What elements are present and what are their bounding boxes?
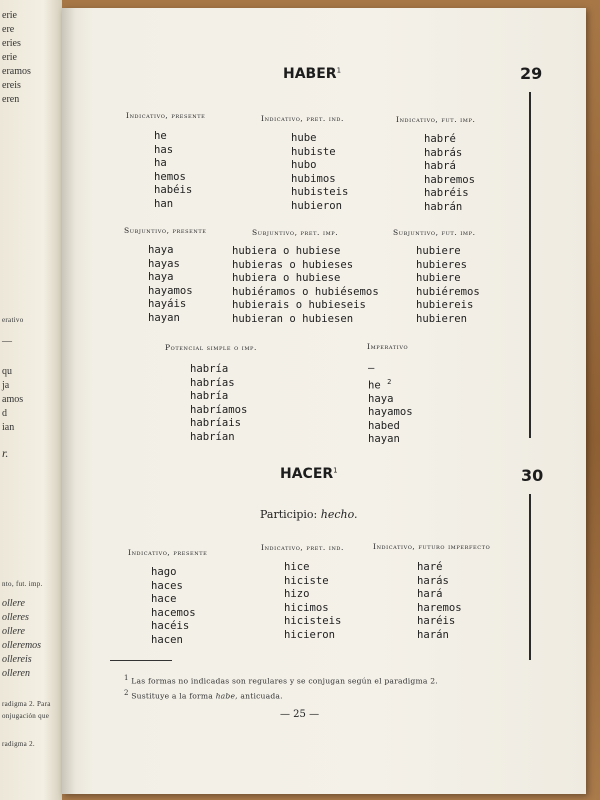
verb-form: hayan <box>368 433 400 446</box>
verb-form: habréis <box>424 187 469 199</box>
footnote-italic-word: habe, <box>215 691 238 701</box>
facing-page-fragment: olleres <box>2 612 29 623</box>
verb-form: hará <box>417 588 443 600</box>
section-header: imperativo <box>367 342 409 351</box>
facing-page-fragment: erie <box>2 52 17 63</box>
facing-page-fragment: d <box>2 408 7 419</box>
verb-form: hubiere <box>416 245 461 257</box>
verb-form <box>368 376 413 393</box>
facing-page-fragment: ere <box>2 24 15 35</box>
paradigm-number-30: 30 <box>521 466 544 485</box>
footnote-ref: 2 <box>387 377 392 386</box>
verb-title-hacer <box>280 466 338 482</box>
facing-page-fragment: radigma 2. Para <box>2 700 51 708</box>
page-number: — 25 — <box>280 709 320 720</box>
verb-form: hicimos <box>284 601 329 614</box>
verb-form: habrías <box>190 376 235 389</box>
conjugation-column-ind-fut <box>424 133 475 214</box>
section-header: Indicativo, presente <box>128 548 208 557</box>
section-header: Potencial simple o imp. <box>165 343 257 352</box>
verb-form: hicisteis <box>284 615 342 627</box>
footnote-mark: 2 <box>124 689 129 697</box>
verb-form: hacéis <box>151 620 190 632</box>
facing-page-fragment: — <box>2 336 12 347</box>
verb-form: hubiste <box>291 145 336 158</box>
verb-form: hubiere <box>416 272 461 284</box>
footnote-2 <box>124 689 283 701</box>
participle-label: Participio: <box>260 508 318 521</box>
verb-title-text: HACER <box>280 466 334 482</box>
verb-form: has <box>154 143 174 156</box>
verb-form: hiciste <box>284 574 329 587</box>
verb-form: hubo <box>291 159 317 171</box>
verb-form: habré <box>424 133 456 145</box>
verb-form: hayas <box>148 257 180 270</box>
footnote-text: Las formas no indicadas son regulares y se conjugan según el paradigma 2. <box>131 676 438 686</box>
conjugation-column-subj-pret <box>232 245 379 326</box>
verb-form: han <box>154 197 174 210</box>
verb-form: habremos <box>424 173 476 186</box>
conjugation-column-ind-fut <box>417 561 462 642</box>
verb-form: haréis <box>417 615 456 627</box>
verb-form: habríais <box>190 417 242 429</box>
verb-form: habrá <box>424 160 456 172</box>
verb-form: hubiéramos o hubiésemos <box>232 285 379 298</box>
verb-form: habéis <box>154 184 193 196</box>
verb-form: hacen <box>151 633 183 646</box>
verb-form: hayamos <box>148 284 193 297</box>
verb-form: ha <box>154 157 167 169</box>
facing-page-fragment: ollere <box>2 626 25 637</box>
facing-page-fragment: ollereis <box>2 654 32 665</box>
verb-form: hubieren <box>416 312 468 325</box>
verb-form: hice <box>284 561 310 573</box>
footnote-text: anticuada. <box>240 691 283 701</box>
conjugation-column-ind-pres <box>151 566 196 647</box>
facing-page-fragment: ja <box>2 380 10 391</box>
footnote-1 <box>124 674 438 686</box>
conjugation-column-ind-pres <box>154 130 192 211</box>
verb-form: hayan <box>148 311 180 324</box>
verb-form: habed <box>368 419 400 432</box>
margin-rule <box>529 494 531 660</box>
verb-form: he <box>154 130 167 142</box>
verb-form: hubiera o hubiese <box>232 245 341 257</box>
verb-form: hayáis <box>148 298 187 310</box>
verb-form: hemos <box>154 170 186 183</box>
facing-page-fragment: ollere <box>2 598 25 609</box>
participle-line <box>260 508 358 521</box>
verb-form: haya <box>148 244 174 256</box>
verb-form: harás <box>417 574 449 587</box>
verb-form: hayamos <box>368 406 413 419</box>
verb-form: harán <box>417 628 449 641</box>
verb-title-text: HABER <box>283 66 337 82</box>
conjugation-column-ind-pret <box>291 132 348 213</box>
verb-form: hube <box>291 132 317 144</box>
verb-form: hizo <box>284 588 310 600</box>
verb-form: hubiera o hubiese <box>232 272 341 284</box>
verb-form: hubiéremos <box>416 285 480 298</box>
footnote-mark: 1 <box>124 674 129 682</box>
footnote-ref: 1 <box>333 466 338 475</box>
verb-form: hubieres <box>416 258 468 271</box>
verb-form: haya <box>148 271 174 283</box>
verb-form-text: he <box>368 379 381 392</box>
conjugation-column-subj-fut <box>416 245 480 326</box>
verb-form: habría <box>190 390 229 402</box>
section-header: indicativo, pret. ind. <box>261 114 345 123</box>
verb-form: hubieras o hubieses <box>232 258 354 271</box>
verb-title-haber <box>283 66 341 82</box>
footnote-rule <box>110 660 172 661</box>
facing-page-fragment: amos <box>2 394 24 405</box>
facing-page-fragment: radigma 2. <box>2 740 35 748</box>
facing-page-fragment: eramos <box>2 66 31 77</box>
section-header: indicativo, fut. imp. <box>396 115 476 124</box>
verb-form: — <box>368 362 375 374</box>
paradigm-number-29: 29 <box>520 64 543 83</box>
verb-form: hacemos <box>151 606 196 619</box>
verb-form: haya <box>368 392 394 405</box>
verb-form: hubieron <box>291 199 343 212</box>
facing-page-fragment: olleremos <box>2 640 42 651</box>
facing-page-fragment: erie <box>2 10 17 21</box>
verb-form: hubisteis <box>291 186 349 198</box>
verb-form: habríamos <box>190 403 248 416</box>
facing-page-fragment: ereis <box>2 80 21 91</box>
section-header: subjuntivo, fut. imp. <box>393 228 476 237</box>
footnote-ref: 1 <box>336 66 342 75</box>
footnote-text: Sustituye a la forma <box>131 691 213 701</box>
section-header: Subjuntivo, presente <box>124 226 207 235</box>
facing-page-fragment: r. <box>2 446 9 460</box>
verb-form: hubieran o hubiesen <box>232 312 354 325</box>
facing-page-fragment: onjugación que <box>2 712 50 720</box>
verb-form: hubierais o hubieseis <box>232 299 366 311</box>
verb-form: hicieron <box>284 628 336 641</box>
verb-form: hubimos <box>291 172 336 185</box>
conjugation-column-potencial <box>190 363 247 444</box>
verb-form: hago <box>151 566 177 578</box>
conjugation-column-imperativo <box>368 362 413 447</box>
section-header: Indicativo, presente <box>126 111 206 120</box>
margin-rule <box>529 92 531 438</box>
book-page <box>62 8 586 794</box>
facing-page-fragment: olleren <box>2 668 30 679</box>
conjugation-column-subj-pres <box>148 244 193 325</box>
verb-form: haremos <box>417 601 462 614</box>
facing-page-fragment: qu <box>2 366 12 377</box>
facing-page-header: erativo <box>2 316 24 324</box>
verb-form: habrás <box>424 146 463 159</box>
verb-form: habrían <box>190 430 235 443</box>
facing-page-header: nto, fut. imp. <box>2 580 43 588</box>
facing-page-fragment: ian <box>2 422 15 433</box>
facing-page-edge <box>0 0 62 800</box>
participle-value: hecho. <box>320 508 358 521</box>
section-header: indicativo, futuro imperfecto <box>373 542 491 551</box>
verb-form: haces <box>151 579 183 592</box>
verb-form: habría <box>190 363 229 375</box>
verb-form: haré <box>417 561 443 573</box>
verb-form: habrán <box>424 200 463 213</box>
section-header: Indicativo, pret. ind. <box>261 543 345 552</box>
section-header: subjuntivo, pret. imp. <box>252 228 339 237</box>
verb-form: hace <box>151 593 177 605</box>
verb-form: hubiereis <box>416 299 474 311</box>
conjugation-column-ind-pret <box>284 561 341 642</box>
facing-page-fragment: eries <box>2 38 21 49</box>
facing-page-fragment: eren <box>2 94 20 105</box>
